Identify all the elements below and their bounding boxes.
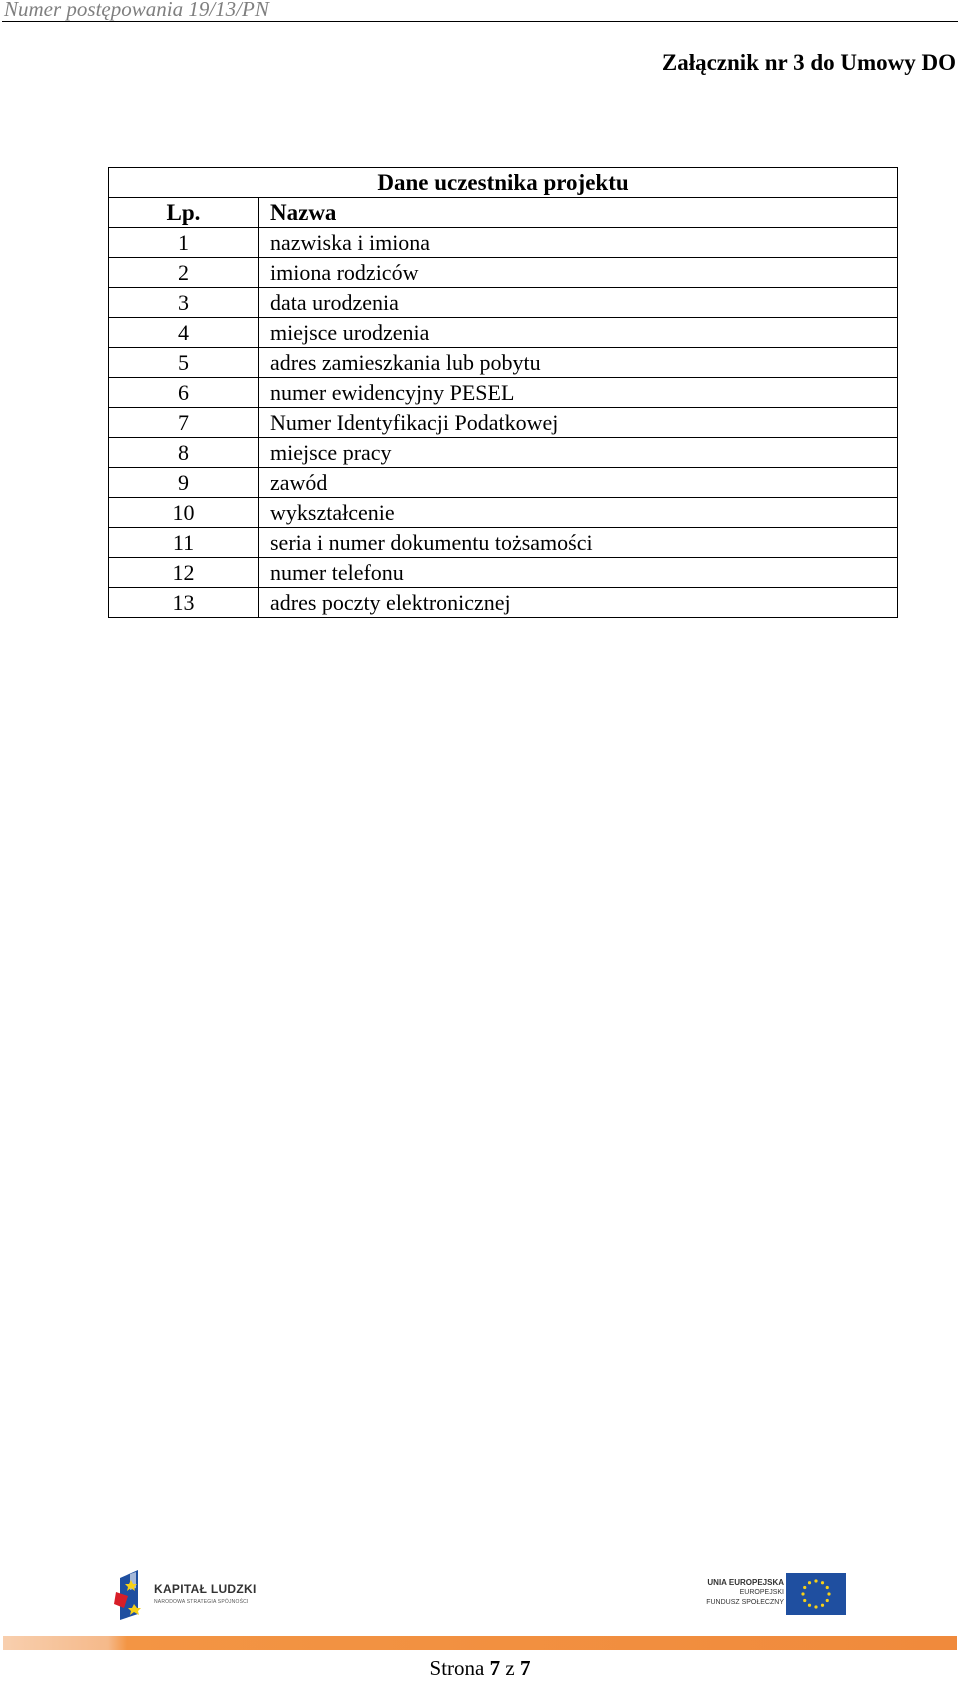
document-reference: Numer postępowania 19/13/PN <box>4 0 269 21</box>
eu-logo-line1: UNIA EUROPEJSKA <box>707 1578 784 1587</box>
eu-star-icon <box>803 1586 806 1589</box>
eu-logo-line3: FUNDUSZ SPOŁECZNY <box>706 1599 784 1606</box>
eu-star-icon <box>826 1599 829 1602</box>
page-number <box>0 1656 960 1681</box>
table-header-row <box>109 198 898 228</box>
table-row <box>109 498 898 528</box>
row-number: 4 <box>109 318 259 348</box>
row-number: 6 <box>109 378 259 408</box>
eu-social-fund-logo <box>690 1573 846 1617</box>
row-field-name: seria i numer dokumentu tożsamości <box>259 528 898 558</box>
eu-star-icon <box>808 1581 811 1584</box>
row-field-name: data urodzenia <box>259 288 898 318</box>
eu-logo-line2: EUROPEJSKI <box>739 1589 784 1596</box>
table-row <box>109 558 898 588</box>
kapital-ludzki-subtitle: NARODOWA STRATEGIA SPÓJNOŚCI <box>154 1599 249 1605</box>
eu-star-icon <box>826 1586 829 1589</box>
row-field-name: wykształcenie <box>259 498 898 528</box>
table-row <box>109 408 898 438</box>
row-field-name: zawód <box>259 468 898 498</box>
eu-logo-text <box>706 1577 784 1608</box>
eu-star-icon <box>814 1579 817 1582</box>
table-row <box>109 438 898 468</box>
table-row <box>109 318 898 348</box>
table-row <box>109 258 898 288</box>
row-field-name: numer telefonu <box>259 558 898 588</box>
row-number: 13 <box>109 588 259 618</box>
table-body <box>109 228 898 618</box>
kapital-ludzki-title: KAPITAŁ LUDZKI <box>154 1582 257 1596</box>
footer-color-bar <box>3 1636 957 1650</box>
table-row <box>109 348 898 378</box>
table-row <box>109 288 898 318</box>
eu-flag-icon <box>786 1573 846 1615</box>
eu-star-icon <box>808 1604 811 1607</box>
table-caption-row <box>109 168 898 198</box>
page-separator: z <box>505 1656 515 1680</box>
row-number: 12 <box>109 558 259 588</box>
row-number: 5 <box>109 348 259 378</box>
table-row <box>109 528 898 558</box>
table-row <box>109 588 898 618</box>
table-caption: Dane uczestnika projektu <box>109 168 898 198</box>
eu-star-icon <box>814 1605 817 1608</box>
header-divider <box>2 21 958 22</box>
kapital-ludzki-logo <box>114 1568 274 1622</box>
row-field-name: nazwiska i imiona <box>259 228 898 258</box>
page-prefix: Strona <box>429 1656 485 1680</box>
column-header-name: Nazwa <box>259 198 898 228</box>
page-total: 7 <box>519 1656 531 1680</box>
row-number: 7 <box>109 408 259 438</box>
row-number: 11 <box>109 528 259 558</box>
page-current: 7 <box>489 1656 501 1680</box>
row-field-name: numer ewidencyjny PESEL <box>259 378 898 408</box>
row-number: 8 <box>109 438 259 468</box>
table-row <box>109 228 898 258</box>
row-number: 10 <box>109 498 259 528</box>
row-field-name: adres zamieszkania lub pobytu <box>259 348 898 378</box>
row-number: 2 <box>109 258 259 288</box>
eu-star-icon <box>827 1592 830 1595</box>
table-row <box>109 378 898 408</box>
row-number: 1 <box>109 228 259 258</box>
eu-star-icon <box>801 1592 804 1595</box>
row-number: 3 <box>109 288 259 318</box>
row-field-name: miejsce urodzenia <box>259 318 898 348</box>
eu-star-icon <box>821 1604 824 1607</box>
row-field-name: imiona rodziców <box>259 258 898 288</box>
row-field-name: miejsce pracy <box>259 438 898 468</box>
eu-star-icon <box>821 1581 824 1584</box>
column-header-lp: Lp. <box>109 198 259 228</box>
kapital-ludzki-emblem-icon <box>114 1568 148 1622</box>
participant-data-table <box>108 167 898 618</box>
annex-title: Załącznik nr 3 do Umowy DO <box>661 50 956 75</box>
row-field-name: adres poczty elektronicznej <box>259 588 898 618</box>
table-row <box>109 468 898 498</box>
row-field-name: Numer Identyfikacji Podatkowej <box>259 408 898 438</box>
eu-star-icon <box>803 1599 806 1602</box>
row-number: 9 <box>109 468 259 498</box>
